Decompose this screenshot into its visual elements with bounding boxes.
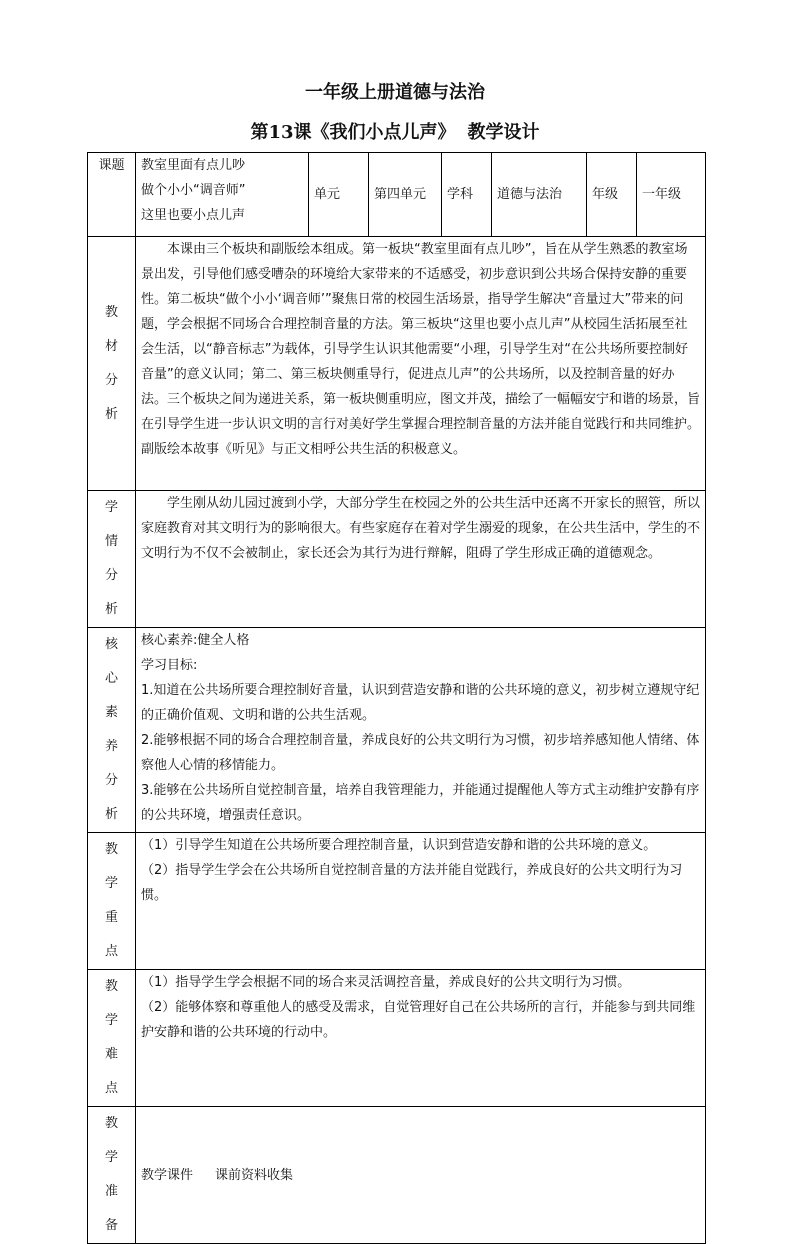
goal-1: 1.知道在公共场所要合理控制好音量，认识到营造安静和谐的公共环境的意义，初步树立遵规守纪的正确价值观、文明和谐的公共生活观。 (141, 683, 700, 723)
learner-text: 学生刚从幼儿园过渡到小学，大部分学生在校园之外的公共生活中还离不开家长的照管，所以家庭教育对其文明行为的影响很大。有些家庭存在着对学生溺爱的现象，在公共生活中，学生的不文明行为不仅不会被制止，家长还会为其行为进行辩解，阻碍了学生形成正确的道德观念。 (136, 491, 706, 628)
difficulty-item-2: （2）能够体察和尊重他人的感受及需求，自觉管理好自己在公共场所的言行，并能参与到共同维护安静和谐的公共环境的行动中。 (141, 1000, 696, 1040)
core-row (88, 628, 706, 833)
material-label: 教材 分析 (88, 237, 136, 491)
goals-title: 学习目标: (141, 658, 198, 673)
prep-item-1: 教学课件 (141, 1167, 194, 1183)
subject-label: 学科 (442, 153, 492, 237)
topic-line-3: 这里也要小点儿声 (141, 208, 246, 223)
core-literacy: 核心素养:健全人格 (141, 633, 250, 648)
difficulty-row (88, 970, 706, 1107)
document-subtitle (0, 118, 790, 144)
material-row (88, 237, 706, 491)
goal-3: 3.能够在公共场所自觉控制音量，培养自我管理能力，并能通过提醒他人等方式主动维护安静有序的公共环境，增强责任意识。 (141, 783, 700, 823)
difficulty-item-1: （1）指导学生学会根据不同的场合来灵活调控音量，养成良好的公共文明行为习惯。 (141, 975, 631, 990)
difficulty-label: 教学 难点 (88, 970, 136, 1107)
focus-item-2: （2）指导学生学会在公共场所自觉控制音量的方法并能自觉践行，养成良好的公共文明行为习惯。 (141, 863, 683, 903)
focus-item-1: （1）引导学生知道在公共场所要合理控制音量，认识到营造安静和谐的公共环境的意义。 (141, 838, 657, 853)
subject-value: 道德与法治 (492, 153, 587, 237)
topic-value (136, 153, 309, 237)
focus-label: 教学 重点 (88, 833, 136, 970)
topic-line-1: 教室里面有点儿吵 (141, 158, 246, 173)
learner-label: 学情 分析 (88, 491, 136, 628)
topic-line-2: 做个小小“调音师” (141, 183, 246, 198)
grade-label: 年级 (587, 153, 637, 237)
learner-row (88, 491, 706, 628)
prep-row (88, 1107, 706, 1244)
prep-item-2: 课前资料收集 (215, 1167, 294, 1183)
difficulty-content (136, 970, 706, 1107)
material-text: 本课由三个板块和副版绘本组成。第一板块“教室里面有点儿吵”，旨在从学生熟悉的教室场景出发，引导他们感受嘈杂的环境给大家带来的不适感受，初步意识到公共场合保持安静的重要性。第二板块“做个小小‘调音师’”聚焦日常的校园生活场景，指导学生解决“音量过大”带来的问题，学会根据不同场合合理控制音量的方法。第三板块“这里也要小点儿声”从校园生活拓展至社会生活，以“静音标志”为载体，引导学生认识其他需要“小理，引导学生对“在公共场所要控制好音量”的意义认同；第二、第三板块侧重导行，促进点儿声”的公共场所，以及控制音量的好办法。三个板块之间为递进关系，第一板块侧重明应，图文并茂，描绘了一幅幅安宁和谐的场景，旨在引导学生进一步认识文明的言行对美好学生掌握合理控制音量的方法并能自觉践行和共同维护。副版绘本故事《听见》与正文相呼公共生活的积极意义。 (136, 237, 706, 491)
core-content (136, 628, 706, 833)
lesson-title: 第13课《我们小点儿声》 (250, 122, 456, 143)
prep-label: 教学 准备 (88, 1107, 136, 1244)
focus-content (136, 833, 706, 970)
lesson-plan-table (87, 152, 706, 1244)
unit-label: 单元 (309, 153, 369, 237)
prep-content (136, 1107, 706, 1244)
grade-value: 一年级 (637, 153, 706, 237)
header-row (88, 153, 706, 237)
core-label: 核心 素养 分析 (88, 628, 136, 833)
topic-label: 课题 (88, 153, 136, 237)
focus-row (88, 833, 706, 970)
goal-2: 2.能够根据不同的场合合理控制音量，养成良好的公共文明行为习惯，初步培养感知他人情绪、体察他人心情的移情能力。 (141, 733, 700, 773)
subtitle-suffix: 教学设计 (467, 122, 540, 143)
unit-value: 第四单元 (369, 153, 442, 237)
document-title: 一年级上册道德与法治 (305, 82, 485, 103)
